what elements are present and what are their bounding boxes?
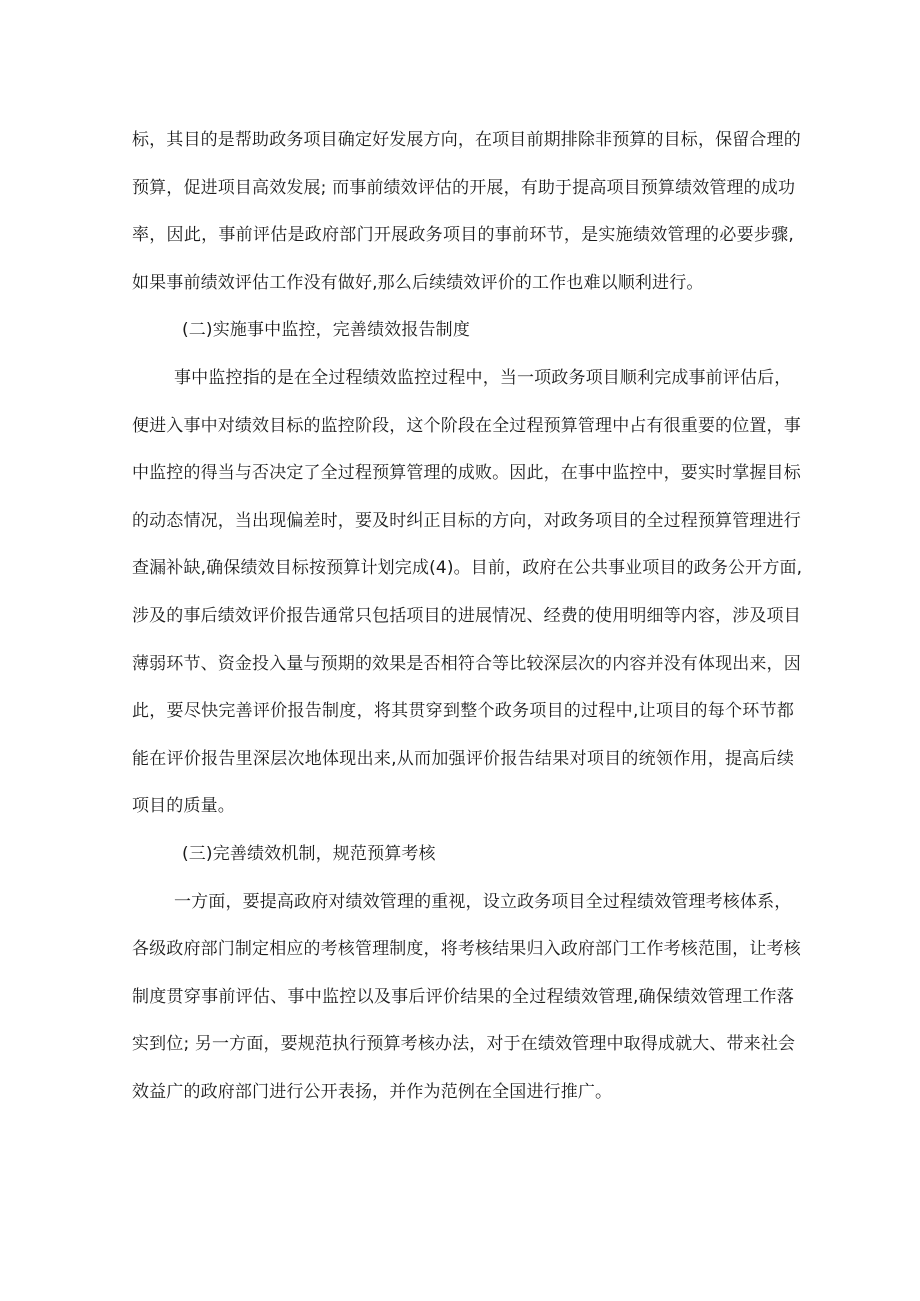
text-line: 预算，促进项目高效发展; 而事前绩效评估的开展，有助于提高项目预算绩效管理的成功: [132, 177, 796, 198]
paragraph-3: [132, 879, 801, 1117]
section-heading-3: (三)完善绩效机制，规范预算考核: [182, 843, 436, 864]
document-body: [132, 117, 803, 1116]
text-line: 一方面，要提高政府对绩效管理的重视，设立政务项目全过程绩效管理考核体系，: [174, 891, 792, 912]
section-heading-2: (二)实施事中监控，完善绩效报告制度: [182, 320, 470, 341]
text-line: 能在评价报告里深层次地体现出来,从而加强评价报告结果对项目的统领作用，提高后续: [132, 748, 794, 769]
text-line: 涉及的事后绩效评价报告通常只包括项目的进展情况、经费的使用明细等内容，涉及项目: [132, 605, 801, 626]
text-line: 效益广的政府部门进行公开表扬，并作为范例在全国进行推广。: [132, 1081, 613, 1102]
text-line: 的动态情况，当出现偏差时，要及时纠正目标的方向，对政务项目的全过程预算管理进行: [132, 510, 801, 531]
paragraph-2: [132, 355, 803, 831]
text-line: 各级政府部门制定相应的考核管理制度，将考核结果归入政府部门工作考核范围，让考核: [132, 939, 801, 960]
text-line: 项目的质量。: [132, 796, 235, 817]
text-line: 标，其目的是帮助政务项目确定好发展方向，在项目前期排除非预算的目标，保留合理的: [132, 130, 801, 150]
text-line: 中监控的得当与否决定了全过程预算管理的成败。因此，在事中监控中，要实时掌握目标: [132, 463, 801, 484]
text-line: 事中监控指的是在全过程绩效监控过程中，当一项政务项目顺利完成事前评估后，: [174, 367, 792, 388]
paragraph-intro: [132, 117, 801, 307]
text-line: 如果事前绩效评估工作没有做好,那么后续绩效评价的工作也难以顺利进行。: [132, 272, 704, 293]
text-line: 便进入事中对绩效目标的监控阶段，这个阶段在全过程预算管理中占有很重要的位置，事: [132, 415, 801, 436]
text-line: 薄弱环节、资金投入量与预期的效果是否相符合等比较深层次的内容并没有体现出来，因: [132, 653, 801, 674]
text-line: 率，因此，事前评估是政府部门开展政务项目的事前环节，是实施绩效管理的必要步骤,: [132, 225, 794, 246]
text-line: 制度贯穿事前评估、事中监控以及事后评价结果的全过程绩效管理,确保绩效管理工作落: [132, 986, 794, 1007]
text-line: 查漏补缺,确保绩效目标按预算计划完成(4)。目前，政府在公共事业项目的政务公开方面,: [132, 558, 803, 579]
text-line: 此，要尽快完善评价报告制度，将其贯穿到整个政务项目的过程中,让项目的每个环节都: [132, 701, 794, 722]
text-line: 实到位; 另一方面，要规范执行预算考核办法，对于在绩效管理中取得成就大、带来社会: [132, 1034, 796, 1055]
